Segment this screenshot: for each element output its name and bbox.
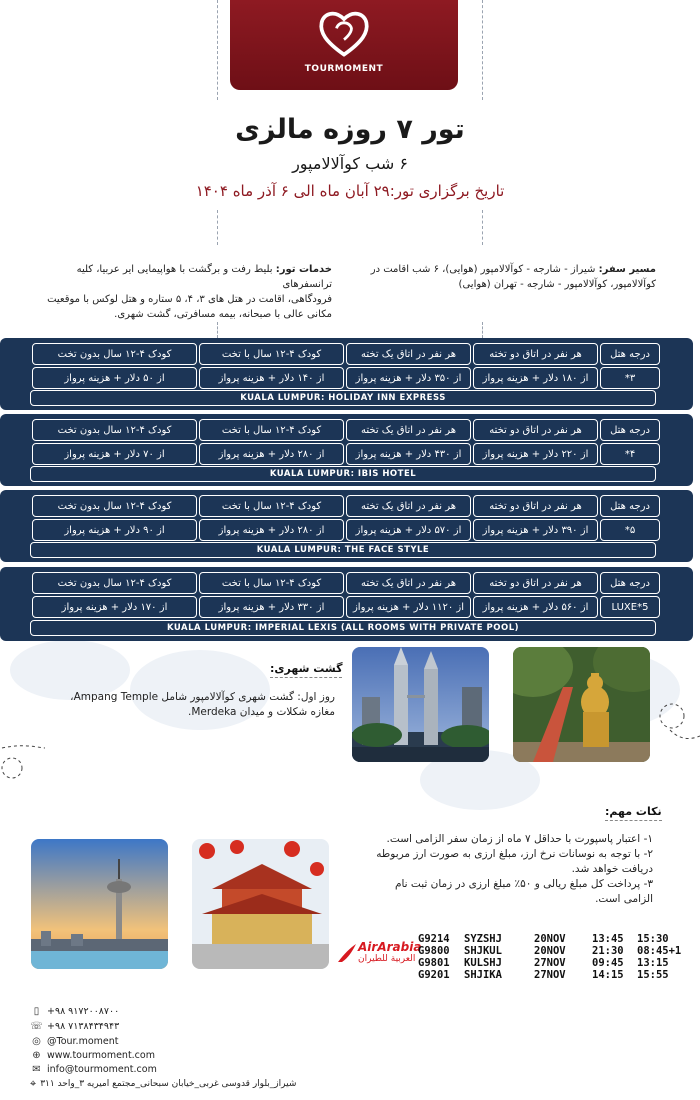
notes-list (348, 832, 653, 907)
flight-field: G9800 (418, 945, 450, 957)
services-line-2: فرودگاهی، اقامت در هتل های ۳، ۴، ۵ ستاره و هتل لوکس با موقعیت (47, 294, 332, 305)
contact-website[interactable] (30, 1049, 155, 1062)
route-line-1: شیراز - شارجه - کوآلالامپور (هوایی)، ۶ شب اقامت در (370, 264, 596, 275)
petronas-towers-photo (352, 647, 489, 762)
flight-field: 08:45+1 (637, 945, 682, 957)
header-child-nobed: کودک ۴-۱۲ سال بدون تخت (32, 419, 197, 441)
flight-field: 13:45 (592, 933, 624, 945)
services-label: خدمات تور: (275, 264, 332, 275)
location-pin-icon: ⌖ (30, 1077, 37, 1090)
header-single: هر نفر در اتاق یک تخته (346, 343, 471, 365)
mobile-number: +۹۸ ۹۱۷۲۰۰۸۷۰۰ (47, 1006, 120, 1017)
flight-field: 14:15 (592, 969, 624, 981)
services-line-3: مکانی عالی با صبحانه، بیمه مسافرتی، گشت شهری. (114, 309, 332, 320)
route-info (340, 262, 656, 292)
brand-name: TOURMOMENT (304, 64, 384, 74)
page-subtitle: ۶ شب کوآلالامپور (292, 154, 408, 173)
price-child-bed: از ۱۴۰ دلار + هزینه پرواز (199, 367, 344, 389)
phone-number: +۹۸ ۷۱۳۸۴۳۴۹۴۳ (47, 1021, 120, 1032)
flight-field: 13:15 (637, 957, 669, 969)
price-child-bed: از ۲۸۰ دلار + هزینه پرواز (199, 519, 344, 541)
guide-line (217, 210, 218, 245)
header-grade: درجه هتل (600, 419, 660, 441)
price-child-nobed: از ۷۰ دلار + هزینه پرواز (32, 443, 197, 465)
hotel-grade: 5*LUXE (600, 596, 660, 618)
hotel-grade: ۴* (600, 443, 660, 465)
flight-field: G9214 (418, 933, 450, 945)
flight-row (418, 957, 697, 969)
note-line: ۳- پرداخت کل مبلغ ریالی و ۵۰٪ مبلغ ارزی در زمان ثبت نام (394, 878, 653, 890)
header-double: هر نفر در اتاق دو تخته (473, 343, 598, 365)
hotel-name: KUALA LUMPUR: IBIS HOTEL (30, 466, 656, 482)
header-double: هر نفر در اتاق دو تخته (473, 572, 598, 594)
flight-field: SHJKUL (464, 945, 502, 957)
header-single: هر نفر در اتاق یک تخته (346, 419, 471, 441)
hotel-table-luxe (0, 567, 693, 641)
flight-field: 21:30 (592, 945, 624, 957)
header-child-nobed: کودک ۴-۱۲ سال بدون تخت (32, 343, 197, 365)
airline-name: AirArabia (358, 940, 422, 954)
header-single: هر نفر در اتاق یک تخته (346, 495, 471, 517)
note-line: ۱- اعتبار پاسپورت با حداقل ۷ ماه از زمان سفر الزامی است. (386, 833, 653, 845)
hotel-table-5star (0, 490, 693, 562)
price-double: از ۵۶۰ دلار + هزینه پرواز (473, 596, 598, 618)
header-child-bed: کودک ۴-۱۲ سال با تخت (199, 343, 344, 365)
brand-logo-banner (230, 0, 458, 90)
price-double: از ۲۲۰ دلار + هزینه پرواز (473, 443, 598, 465)
flight-field: 15:30 (637, 933, 669, 945)
flight-field: KULSHJ (464, 957, 502, 969)
flight-field: 15:55 (637, 969, 669, 981)
price-child-nobed: از ۹۰ دلار + هزینه پرواز (32, 519, 197, 541)
dashed-path-decoration (650, 700, 700, 750)
globe-icon: ⊕ (32, 1050, 41, 1061)
flight-field: G9801 (418, 957, 450, 969)
header-grade: درجه هتل (600, 572, 660, 594)
header-double: هر نفر در اتاق دو تخته (473, 419, 598, 441)
price-child-bed: از ۳۳۰ دلار + هزینه پرواز (199, 596, 344, 618)
temple-photo (192, 839, 329, 969)
kl-tower-photo (31, 839, 168, 969)
contact-email[interactable] (30, 1063, 157, 1076)
city-tour-heading: گشت شهری: (270, 662, 342, 678)
flight-field: 20NOV (534, 945, 566, 957)
dashed-path-decoration (0, 738, 60, 788)
price-single: از ۱۱۲۰ دلار + هزینه پرواز (346, 596, 471, 618)
phone-icon: ☏ (30, 1021, 43, 1032)
hotel-name: KUALA LUMPUR: THE FACE STYLE (30, 542, 656, 558)
hotel-grade: ۳* (600, 367, 660, 389)
hotel-name: KUALA LUMPUR: HOLIDAY INN EXPRESS (30, 390, 656, 406)
header-child-bed: کودک ۴-۱۲ سال با تخت (199, 495, 344, 517)
hotel-table-4star (0, 414, 693, 486)
header-double: هر نفر در اتاق دو تخته (473, 495, 598, 517)
airline-tail-icon (336, 942, 358, 964)
header-child-nobed: کودک ۴-۱۲ سال بدون تخت (32, 495, 197, 517)
contact-address (30, 1077, 296, 1091)
header-grade: درجه هتل (600, 495, 660, 517)
price-single: از ۵۷۰ دلار + هزینه پرواز (346, 519, 471, 541)
header-child-bed: کودک ۴-۱۲ سال با تخت (199, 419, 344, 441)
note-line: دریافت خواهد شد. (571, 863, 653, 875)
instagram-handle: @Tour.moment (47, 1036, 119, 1047)
price-double: از ۳۹۰ دلار + هزینه پرواز (473, 519, 598, 541)
price-child-nobed: از ۵۰ دلار + هزینه پرواز (32, 367, 197, 389)
city-tour-line-1: روز اول: گشت شهری کوآلالامپور شامل Ampang Temple، (70, 691, 335, 703)
header-child-bed: کودک ۴-۱۲ سال با تخت (199, 572, 344, 594)
flight-field: 20NOV (534, 933, 566, 945)
city-tour-line-2: مغازه شکلات و میدان Merdeka. (187, 706, 335, 718)
header-grade: درجه هتل (600, 343, 660, 365)
flight-row (418, 969, 697, 981)
batu-caves-photo (513, 647, 650, 762)
price-child-bed: از ۲۸۰ دلار + هزینه پرواز (199, 443, 344, 465)
flight-field: SHJIKA (464, 969, 502, 981)
city-tour-text (30, 690, 335, 720)
price-single: از ۴۳۰ دلار + هزینه پرواز (346, 443, 471, 465)
price-child-nobed: از ۱۷۰ دلار + هزینه پرواز (32, 596, 197, 618)
mobile-icon: ▯ (33, 1006, 40, 1017)
hotel-table-3star (0, 338, 693, 410)
heart-logo-icon (316, 6, 372, 62)
contact-instagram[interactable] (30, 1035, 119, 1048)
price-single: از ۳۵۰ دلار + هزینه پرواز (346, 367, 471, 389)
services-line-1: بلیط رفت و برگشت با هواپیمایی ایر عربیا، کلیه ترانسفرهای (76, 264, 332, 290)
instagram-icon: ◎ (32, 1036, 41, 1047)
header-child-nobed: کودک ۴-۱۲ سال بدون تخت (32, 572, 197, 594)
guide-line (482, 210, 483, 245)
flight-schedule (418, 933, 697, 981)
email-icon: ✉ (32, 1064, 41, 1075)
contact-mobile[interactable] (30, 1005, 119, 1018)
flight-field: 09:45 (592, 957, 624, 969)
guide-line (482, 322, 483, 338)
guide-line (217, 322, 218, 338)
email-address: info@tourmoment.com (47, 1064, 157, 1075)
flight-row (418, 933, 697, 945)
contact-phone[interactable] (30, 1020, 119, 1033)
website-url: www.tourmoment.com (47, 1050, 155, 1061)
hotel-grade: ۵* (600, 519, 660, 541)
notes-heading: نکات مهم: (605, 805, 662, 821)
page-title: تور ۷ روزه مالزی (235, 114, 465, 145)
flight-field: 27NOV (534, 969, 566, 981)
hotel-name: KUALA LUMPUR: IMPERIAL LEXIS (ALL ROOMS WITH PRIVATE POOL) (30, 620, 656, 636)
guide-line (217, 0, 218, 100)
route-label: مسیر سفر: (598, 264, 656, 275)
route-line-2: کوآلالامپور، کوآلالامپور - شارجه - تهران (هوایی) (458, 279, 656, 290)
guide-line (482, 0, 483, 100)
flight-row (418, 945, 697, 957)
flight-field: SYZSHJ (464, 933, 502, 945)
flight-field: 27NOV (534, 957, 566, 969)
tour-dates: تاریخ برگزاری تور:۲۹ آبان ماه الی ۶ آذر ماه ۱۴۰۴ (195, 182, 505, 200)
address-text: شیراز_بلوار قدوسی غربی_خیابان سبحانی_مجتمع امیریه ۳_واحد ۳۱۱ (40, 1079, 297, 1089)
airline-name-arabic: العربية للطيران (358, 954, 416, 964)
air-arabia-logo (336, 940, 422, 968)
header-single: هر نفر در اتاق یک تخته (346, 572, 471, 594)
note-line: الزامی است. (595, 893, 653, 905)
flight-field: G9201 (418, 969, 450, 981)
price-double: از ۱۸۰ دلار + هزینه پرواز (473, 367, 598, 389)
note-line: ۲- با توجه به نوسانات نرخ ارز، مبلغ ارزی به صورت ارز مربوطه (376, 848, 653, 860)
services-info (30, 262, 332, 322)
